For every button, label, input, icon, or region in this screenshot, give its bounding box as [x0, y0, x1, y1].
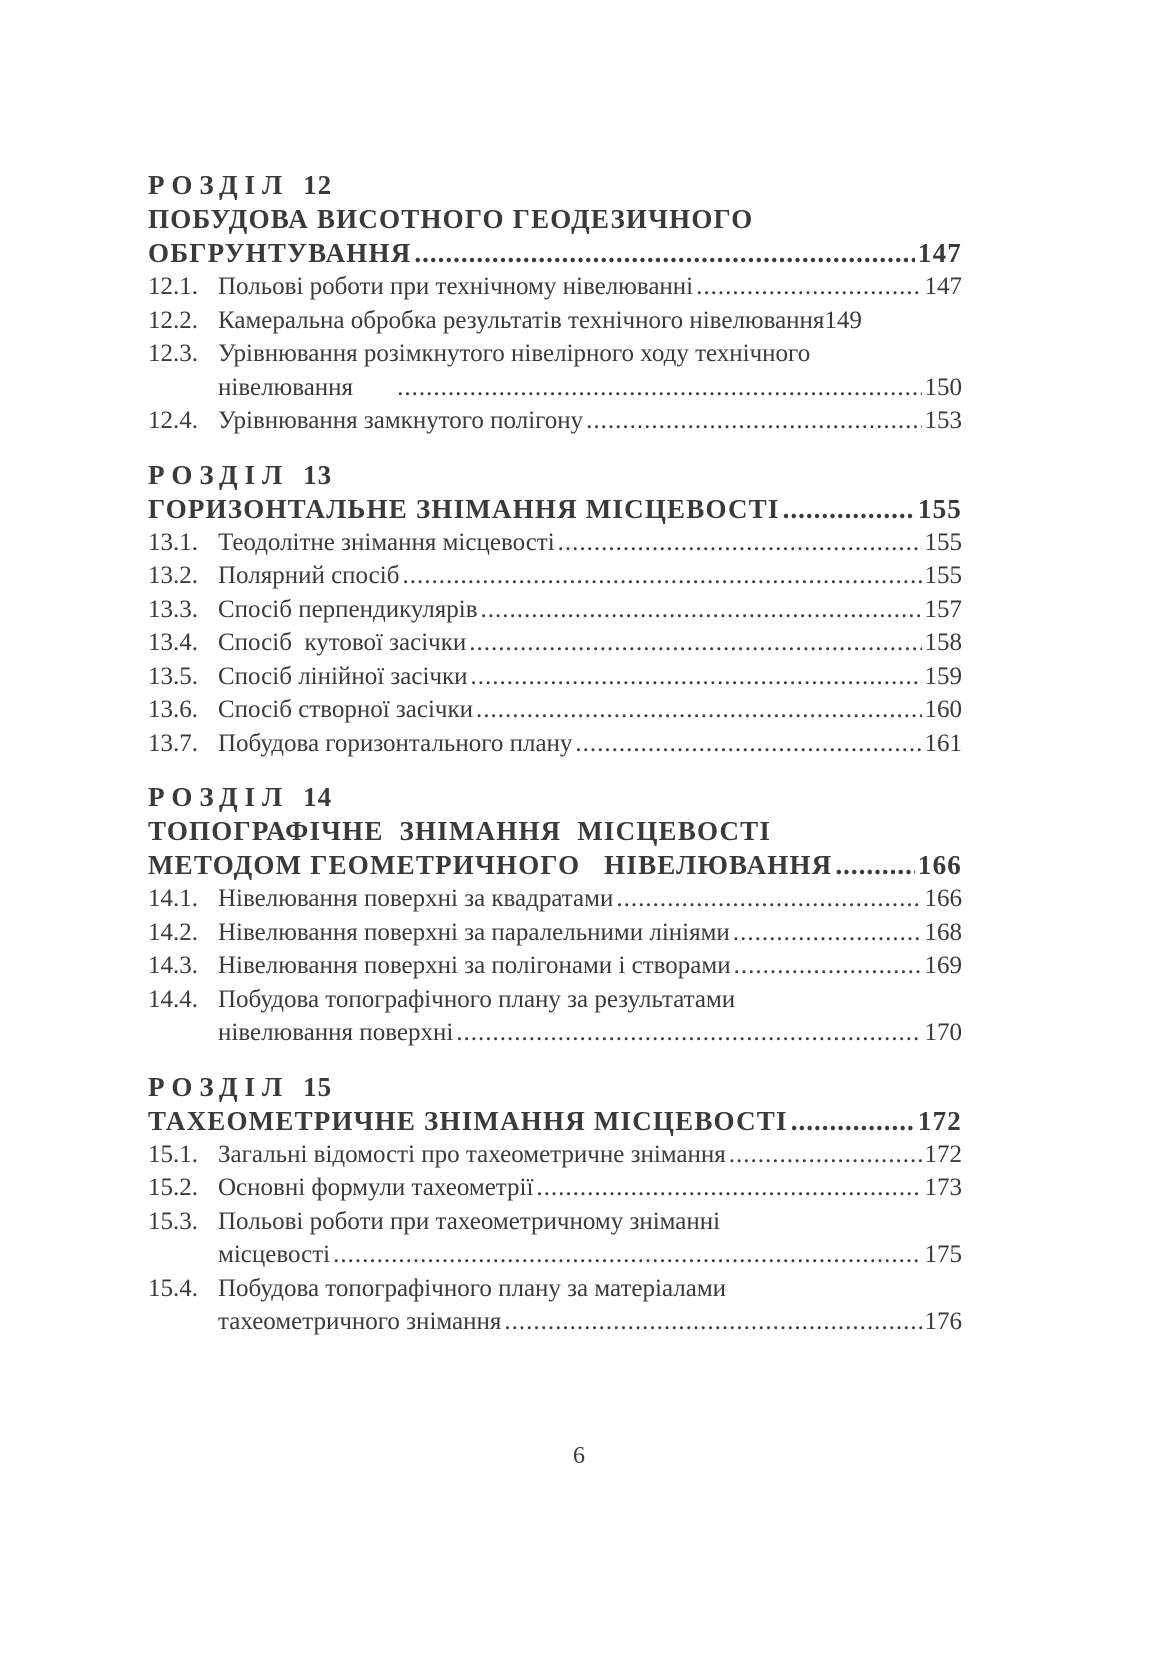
toc-entry: [148, 404, 962, 438]
toc-entry: [148, 660, 962, 694]
dot-leader: [791, 1104, 915, 1138]
entry-page: 157: [924, 595, 962, 623]
entry-number: 15.3.: [148, 1207, 198, 1235]
entry-title: Теодолітне знімання місцевості: [218, 528, 555, 556]
entry-page: 155: [924, 562, 962, 589]
entry-number: 15.4.: [148, 1274, 198, 1302]
entry-number: 12.1.: [148, 273, 198, 300]
entry-title-continuation: місцевості: [218, 1241, 331, 1268]
entry-page: 150: [924, 373, 962, 401]
entry-title: Побудова топографічного плану за матеріалами: [218, 1274, 727, 1302]
section-label: [148, 168, 962, 202]
entry-number: 14.4.: [148, 985, 198, 1013]
dot-leader: [558, 526, 922, 560]
entry-title: Побудова топографічного плану за результатами: [218, 985, 736, 1013]
toc-entry: [148, 559, 962, 593]
entry-number: 14.2.: [148, 918, 198, 946]
section-label: [148, 780, 962, 814]
entry-number: 13.4.: [148, 629, 198, 656]
entry-page: 172: [924, 1140, 962, 1168]
entry-title: Урівнювання замкнутого полігону: [218, 407, 584, 434]
entry-title: Урівнювання розімкнутого нівелірного ходу технічного: [218, 340, 811, 367]
section-title-entry: [148, 1104, 962, 1138]
entry-number: 13.7.: [148, 729, 198, 757]
dot-leader: [734, 949, 922, 983]
toc-entry: [148, 593, 962, 627]
entry-page: 173: [924, 1174, 962, 1201]
section-number: 15: [303, 1071, 333, 1102]
entry-page: 158: [924, 629, 962, 656]
section-number: 13: [303, 459, 333, 490]
dot-leader: [333, 1238, 921, 1272]
toc-entry: [148, 270, 962, 304]
entry-title: Спосіб створної засічки: [218, 696, 474, 723]
entry-page: 169: [924, 952, 962, 979]
entry-title: Спосіб лінійної засічки: [218, 662, 468, 690]
section-word: РОЗДІЛ: [148, 459, 290, 490]
section-13: [148, 458, 962, 761]
entry-number: 14.1.: [148, 885, 198, 912]
entry-title: Спосіб перпендикулярів: [218, 595, 478, 623]
section-15: [148, 1070, 962, 1339]
section-label: [148, 1070, 962, 1104]
dot-leader: [783, 492, 915, 526]
toc-entry: [148, 1272, 962, 1306]
entry-page: 161: [924, 729, 962, 757]
entry-page: 155: [924, 528, 962, 556]
section-title-text: ГОРИЗОНТАЛЬНЕ ЗНІМАННЯ МІСЦЕВОСТІ: [148, 493, 780, 524]
dot-leader: [575, 727, 921, 761]
entry-number: 14.3.: [148, 952, 198, 979]
entry-title-continuation: тахеометричного знімання: [218, 1308, 502, 1335]
dot-leader: [456, 1016, 921, 1050]
dot-leader: [469, 626, 921, 660]
section-number: 12: [303, 170, 333, 200]
dot-leader: [414, 236, 914, 270]
entry-number: 15.1.: [148, 1140, 198, 1168]
section-title-entry: [148, 492, 962, 526]
dot-leader: [397, 371, 921, 405]
dot-leader: [586, 404, 921, 438]
entry-number: 12.4.: [148, 407, 198, 434]
section-14: [148, 780, 962, 1050]
toc-entry: [148, 304, 962, 338]
dot-leader: [835, 848, 915, 882]
entry-title-continuation: нівелювання: [218, 373, 354, 401]
toc-entry: [148, 983, 962, 1017]
entry-title: Нівелювання поверхні за паралельними лініями: [218, 918, 730, 946]
section-title-page: 147: [917, 238, 962, 268]
entry-page: 149: [824, 306, 862, 334]
section-number: 14: [303, 782, 333, 812]
section-word: РОЗДІЛ: [148, 782, 290, 812]
dot-leader: [402, 559, 921, 593]
page-number: 6: [573, 1443, 585, 1469]
section-word: РОЗДІЛ: [148, 170, 290, 200]
entry-title: Полярний спосіб: [218, 562, 400, 589]
entry-number: 13.3.: [148, 595, 198, 623]
section-12: [148, 168, 962, 438]
entry-number: 15.2.: [148, 1174, 198, 1201]
section-word: РОЗДІЛ: [148, 1071, 290, 1102]
toc-entry: [148, 526, 962, 560]
entry-title: Основні формули тахеометрії: [218, 1174, 534, 1201]
table-of-contents: [148, 168, 962, 1359]
entry-page: 153: [924, 407, 962, 434]
entry-number: 13.1.: [148, 528, 198, 556]
section-title-entry: [148, 236, 962, 270]
entry-title: Польові роботи при тахеометричному зніманні: [218, 1207, 721, 1235]
dot-leader: [471, 660, 922, 694]
dot-leader: [733, 916, 922, 950]
dot-leader: [504, 1305, 921, 1339]
dot-leader: [616, 882, 921, 916]
dot-leader: [696, 270, 921, 304]
toc-entry: [148, 727, 962, 761]
entry-title: Загальні відомості про тахеометричне знімання: [218, 1140, 726, 1168]
toc-entry-continuation: [148, 1238, 962, 1272]
entry-number: 13.2.: [148, 562, 198, 589]
toc-entry: [148, 693, 962, 727]
section-label: [148, 458, 962, 492]
entry-page: 170: [924, 1019, 962, 1046]
section-title-text: ТАХЕОМЕТРИЧНЕ ЗНІМАННЯ МІСЦЕВОСТІ: [148, 1105, 788, 1136]
toc-entry: [148, 882, 962, 916]
dot-leader: [481, 593, 922, 627]
section-title-line: ПОБУДОВА ВИСОТНОГО ГЕОДЕЗИЧНОГО: [148, 204, 754, 234]
entry-title: Побудова горизонтального плану: [218, 729, 573, 757]
dot-leader: [729, 1138, 922, 1172]
dot-leader: [536, 1171, 921, 1205]
toc-entry-continuation: [148, 371, 962, 405]
section-title-page: 172: [917, 1105, 962, 1136]
section-title-page: 166: [917, 850, 962, 880]
toc-entry: [148, 949, 962, 983]
entry-page: 166: [924, 885, 962, 912]
toc-entry: [148, 1138, 962, 1172]
entry-page: 147: [924, 273, 962, 300]
toc-entry-continuation: [148, 1305, 962, 1339]
entry-number: 12.2.: [148, 306, 198, 334]
toc-entry-continuation: [148, 1016, 962, 1050]
toc-entry: [148, 1171, 962, 1205]
entry-title: Камеральна обробка результатів технічного нівелювання: [218, 306, 825, 334]
entry-page: 168: [924, 918, 962, 946]
entry-title-continuation: нівелювання поверхні: [218, 1019, 454, 1046]
entry-number: 13.5.: [148, 662, 198, 690]
section-title-text: МЕТОДОМ ГЕОМЕТРИЧНОГО НІВЕЛЮВАННЯ: [148, 850, 833, 880]
entry-page: 176: [924, 1308, 962, 1335]
section-title-line: ТОПОГРАФІЧНЕ ЗНІМАННЯ МІСЦЕВОСТІ: [148, 816, 772, 846]
entry-page: 175: [924, 1241, 962, 1268]
entry-page: 159: [924, 662, 962, 690]
section-title-page: 155: [917, 493, 962, 524]
toc-entry: [148, 1205, 962, 1239]
entry-number: 12.3.: [148, 340, 198, 367]
section-title-text: ОБГРУНТУВАННЯ: [148, 238, 412, 268]
entry-page: 160: [924, 696, 962, 723]
entry-title: Нівелювання поверхні за полігонами і створами: [218, 952, 731, 979]
entry-title: Нівелювання поверхні за квадратами: [218, 885, 614, 912]
entry-title: Польові роботи при технічному нівелюванні: [218, 273, 694, 300]
toc-entry: [148, 916, 962, 950]
section-title-entry: [148, 848, 962, 882]
entry-title: Спосіб кутової засічки: [218, 629, 467, 656]
dot-leader: [476, 693, 921, 727]
toc-entry: [148, 626, 962, 660]
toc-entry: [148, 337, 962, 371]
entry-number: 13.6.: [148, 696, 198, 723]
